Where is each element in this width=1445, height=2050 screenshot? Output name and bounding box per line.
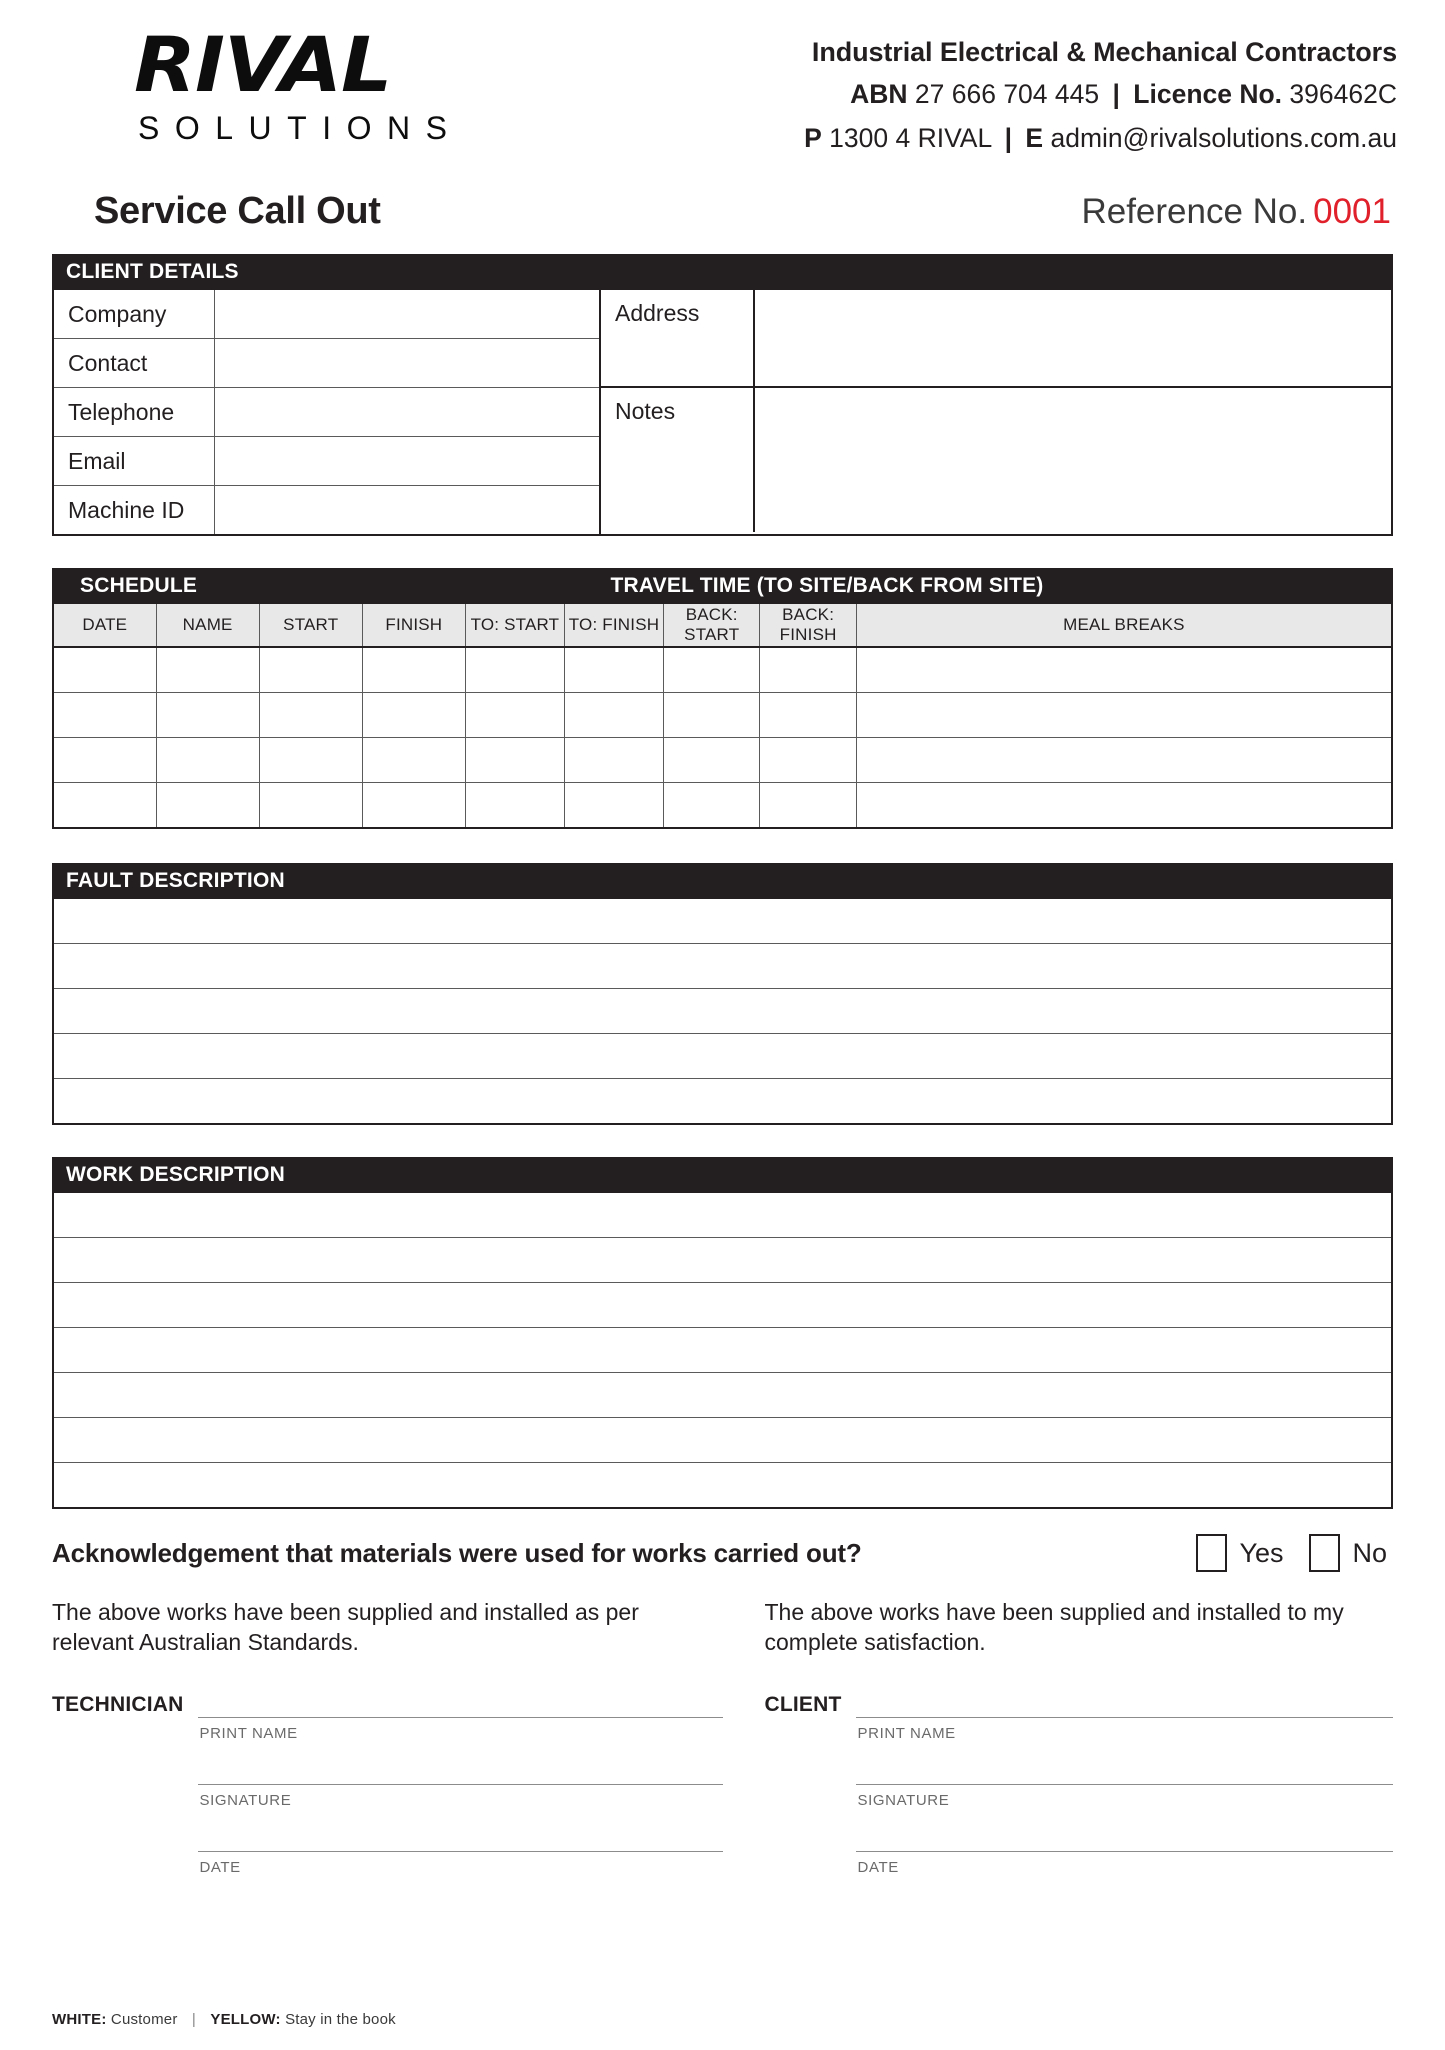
client-column (723, 1597, 1394, 1892)
work-description-lines (52, 1193, 1393, 1509)
work-description-heading: WORK DESCRIPTION (52, 1157, 1393, 1193)
table-row (53, 693, 1392, 738)
cell-date[interactable] (53, 738, 156, 783)
technician-statement: The above works have been supplied and installed as per relevant Australian Standards. (52, 1599, 639, 1655)
cell-name[interactable] (156, 783, 259, 829)
label-address: Address (615, 300, 700, 326)
header-divider-2: | (1004, 123, 1013, 153)
field-row-company (54, 290, 599, 339)
acknowledgement-question: Acknowledgement that materials were used for works carried out? (52, 1537, 862, 1568)
col-meal-breaks: MEAL BREAKS (856, 604, 1392, 647)
checkbox-no[interactable] (1309, 1534, 1340, 1572)
cell-finish[interactable] (362, 738, 465, 783)
input-telephone[interactable] (214, 388, 599, 436)
cell-back-start[interactable] (664, 783, 760, 829)
client-signature-block (765, 1657, 1394, 1892)
col-back-finish: BACK: FINISH (760, 604, 856, 647)
abn-value: 27 666 704 445 (914, 79, 1100, 109)
cell-to-start[interactable] (465, 647, 564, 693)
col-to-finish: TO: FINISH (564, 604, 663, 647)
cell-date[interactable] (53, 783, 156, 829)
reference-block (1081, 192, 1395, 232)
table-row (53, 738, 1392, 783)
client-date-input[interactable] (856, 1825, 1393, 1852)
input-contact[interactable] (214, 339, 599, 387)
cell-start[interactable] (259, 738, 362, 783)
client-print-name-caption: PRINT NAME (857, 1725, 956, 1742)
reference-label: Reference No. (1081, 192, 1308, 231)
client-signature-caption: SIGNATURE (857, 1792, 950, 1809)
cell-to-finish[interactable] (564, 738, 663, 783)
work-line[interactable] (54, 1193, 1391, 1238)
cell-meal-breaks[interactable] (856, 647, 1392, 693)
client-right-fields (599, 290, 1391, 534)
technician-column (52, 1597, 723, 1892)
label-contact: Contact (68, 350, 148, 376)
label-telephone: Telephone (68, 399, 175, 425)
travel-time-heading: TRAVEL TIME (TO SITE/BACK FROM SITE) (610, 574, 1044, 597)
fault-line[interactable] (54, 989, 1391, 1034)
client-role-label: CLIENT (764, 1693, 842, 1716)
cell-finish[interactable] (362, 783, 465, 829)
fault-description-section (52, 863, 1393, 1125)
work-line[interactable] (54, 1238, 1391, 1283)
fault-line[interactable] (54, 1034, 1391, 1079)
field-row-telephone (54, 388, 599, 437)
phone-value: 1300 4 RIVAL (829, 123, 992, 153)
company-registration-line (512, 72, 1397, 116)
cell-name[interactable] (156, 738, 259, 783)
technician-print-name-input[interactable] (198, 1691, 723, 1718)
label-notes: Notes (615, 398, 676, 424)
checkbox-yes[interactable] (1196, 1534, 1227, 1572)
technician-signature-caption: SIGNATURE (199, 1792, 292, 1809)
cell-finish[interactable] (362, 647, 465, 693)
yellow-copy-label: YELLOW: (210, 2011, 281, 2028)
licence-value: 396462C (1289, 79, 1397, 109)
cell-meal-breaks[interactable] (856, 693, 1392, 738)
company-contact-line (512, 116, 1397, 160)
client-details-body (52, 290, 1393, 536)
licence-label: Licence No. (1133, 79, 1283, 109)
input-notes[interactable] (753, 388, 1391, 532)
company-contact-block (512, 18, 1403, 160)
table-row (53, 783, 1392, 829)
table-row (53, 647, 1392, 693)
page-title: Service Call Out (94, 190, 381, 232)
phone-label: P (804, 123, 822, 153)
cell-finish[interactable] (362, 693, 465, 738)
cell-back-finish[interactable] (760, 647, 856, 693)
field-row-contact (54, 339, 599, 388)
cell-back-finish[interactable] (760, 738, 856, 783)
field-row-notes (601, 388, 1391, 532)
company-tagline: Industrial Electrical & Mechanical Contractors (811, 37, 1397, 67)
cell-date[interactable] (53, 693, 156, 738)
field-row-email (54, 437, 599, 486)
cell-meal-breaks[interactable] (856, 738, 1392, 783)
col-date: DATE (53, 604, 156, 647)
cell-back-finish[interactable] (760, 693, 856, 738)
input-machine-id[interactable] (214, 486, 599, 534)
col-finish: FINISH (362, 604, 465, 647)
schedule-heading: SCHEDULE (80, 574, 198, 597)
work-description-section (52, 1157, 1393, 1509)
cell-back-finish[interactable] (760, 783, 856, 829)
white-copy-label: WHITE: (52, 2011, 107, 2028)
checkbox-yes-label: Yes (1239, 1537, 1284, 1568)
work-line[interactable] (54, 1328, 1391, 1373)
schedule-section (52, 568, 1393, 829)
email-value: admin@rivalsolutions.com.au (1050, 123, 1397, 153)
company-logo (42, 18, 512, 148)
technician-print-name-caption: PRINT NAME (199, 1725, 298, 1742)
col-to-start: TO: START (465, 604, 564, 647)
col-start: START (259, 604, 362, 647)
schedule-table (52, 604, 1393, 829)
cell-start[interactable] (259, 783, 362, 829)
work-line[interactable] (54, 1463, 1391, 1507)
cell-meal-breaks[interactable] (856, 783, 1392, 829)
technician-role-label: TECHNICIAN (52, 1693, 184, 1716)
footer-divider: | (191, 2011, 197, 2028)
label-company: Company (68, 301, 167, 327)
header-divider-1: | (1112, 79, 1120, 109)
label-email: Email (68, 448, 126, 474)
input-company[interactable] (214, 290, 599, 338)
client-left-fields (54, 290, 599, 534)
copy-distribution-footer (52, 2011, 396, 2028)
document-title-row (42, 182, 1403, 254)
reference-number: 0001 (1313, 192, 1391, 231)
technician-signature-lines (184, 1691, 723, 1892)
client-signature-lines (842, 1691, 1393, 1892)
client-print-name-input[interactable] (856, 1691, 1393, 1718)
field-row-machine-id (54, 486, 599, 534)
acknowledgement-row (52, 1509, 1393, 1571)
cell-to-start[interactable] (465, 693, 564, 738)
checkbox-no-label: No (1352, 1537, 1387, 1568)
technician-date-input[interactable] (198, 1825, 723, 1852)
schedule-header-row (53, 604, 1392, 647)
cell-to-finish[interactable] (564, 783, 663, 829)
client-statement: The above works have been supplied and installed to my complete satisfaction. (764, 1599, 1344, 1655)
logo-subtext: SOLUTIONS (138, 110, 463, 146)
signoff-columns (52, 1571, 1393, 1892)
col-back-start: BACK: START (664, 604, 760, 647)
logo-wordmark: RIVAL (134, 20, 392, 109)
fault-line[interactable] (54, 899, 1391, 944)
form-header (42, 0, 1403, 182)
field-row-address (601, 290, 1391, 388)
client-details-heading: CLIENT DETAILS (52, 254, 1393, 290)
cell-name[interactable] (156, 647, 259, 693)
fault-line[interactable] (54, 944, 1391, 989)
cell-back-start[interactable] (664, 647, 760, 693)
cell-to-finish[interactable] (564, 693, 663, 738)
acknowledgement-options (1196, 1534, 1393, 1572)
cell-to-start[interactable] (465, 738, 564, 783)
work-line[interactable] (54, 1373, 1391, 1418)
cell-back-start[interactable] (664, 738, 760, 783)
cell-to-start[interactable] (465, 783, 564, 829)
cell-name[interactable] (156, 693, 259, 738)
schedule-heading-bar (52, 568, 1393, 604)
fault-line[interactable] (54, 1079, 1391, 1123)
cell-to-finish[interactable] (564, 647, 663, 693)
input-email[interactable] (214, 437, 599, 485)
client-signature-input[interactable] (856, 1758, 1393, 1785)
technician-signature-input[interactable] (198, 1758, 723, 1785)
label-machine-id: Machine ID (68, 497, 185, 523)
yellow-copy-value: Stay in the book (285, 2011, 396, 2028)
client-date-caption: DATE (857, 1859, 899, 1876)
email-label: E (1025, 123, 1044, 153)
col-name: NAME (156, 604, 259, 647)
client-details-section (52, 254, 1393, 536)
cell-back-start[interactable] (664, 693, 760, 738)
technician-signature-block (52, 1657, 723, 1892)
work-line[interactable] (54, 1418, 1391, 1463)
cell-date[interactable] (53, 647, 156, 693)
fault-description-lines (52, 899, 1393, 1125)
work-line[interactable] (54, 1283, 1391, 1328)
fault-description-heading: FAULT DESCRIPTION (52, 863, 1393, 899)
white-copy-value: Customer (110, 2011, 178, 2028)
technician-date-caption: DATE (199, 1859, 241, 1876)
cell-start[interactable] (259, 693, 362, 738)
abn-label: ABN (850, 79, 908, 109)
cell-start[interactable] (259, 647, 362, 693)
input-address[interactable] (753, 290, 1391, 386)
